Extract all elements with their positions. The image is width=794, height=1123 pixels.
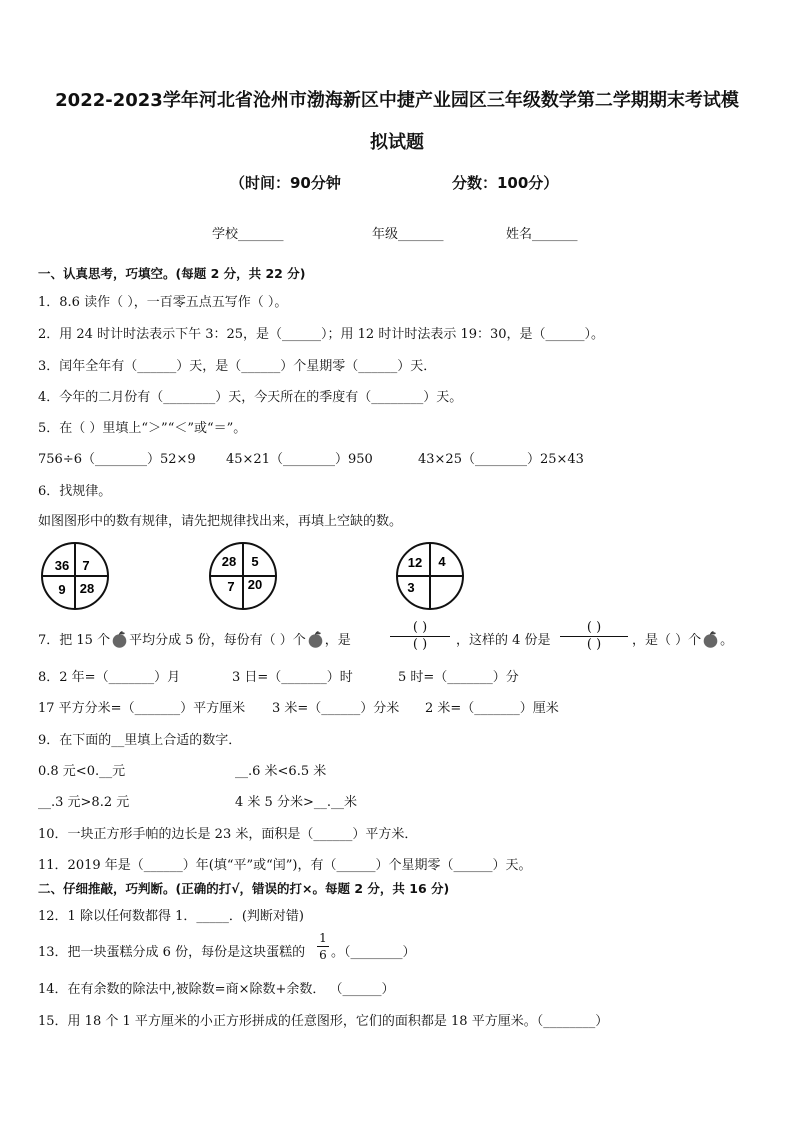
circle-2-tl: 28: [221, 554, 237, 569]
question-3: 3．闰年全年有（______）天，是（______）个星期零（______）天．: [38, 359, 437, 374]
question-5-stem: 5．在（ ）里填上“＞”“＜”或“＝”。: [38, 421, 247, 436]
name-field: 姓名_______: [506, 227, 578, 242]
fraction-1-numerator: ( ): [412, 620, 428, 635]
question-5-c: 43×25（________）25×43: [418, 452, 584, 467]
question-15: 15．用 18 个 1 平方厘米的小正方形拼成的任意图形，它们的面积都是 18 平方厘米。（________）: [38, 1014, 609, 1029]
question-6-stem: 6．找规律。: [38, 484, 112, 499]
question-9-stem: 9．在下面的__里填上合适的数字．: [38, 733, 242, 748]
question-9-d: 4 米 5 分米>__.__米: [235, 795, 357, 810]
question-5-a: 756÷6（________）52×9: [38, 452, 196, 467]
fraction-denominator: 6: [319, 948, 327, 962]
question-7-part-b: 平均分成 5 份，每份有（ ）个: [129, 633, 306, 648]
question-8-c: 5 时=（_______）分: [398, 670, 519, 685]
fraction-one-sixth: [317, 930, 329, 963]
question-7-part-c: ，是: [324, 633, 351, 648]
circle-2-tr: 5: [251, 554, 259, 569]
question-8-b: 3 日=（_______）时: [232, 670, 353, 685]
question-7-tail: [632, 629, 733, 648]
circle-1-tr: 7: [82, 558, 90, 573]
question-8-d: 17 平方分米=（_______）平方厘米: [38, 701, 246, 716]
circle-1: [42, 543, 108, 609]
circle-3-tr: 4: [438, 554, 446, 569]
question-4: 4．今年的二月份有（________）天，今天所在的季度有（________）天。: [38, 390, 463, 405]
circle-3: [397, 543, 463, 609]
apple-icon: [702, 631, 719, 648]
section-2-heading: 二、仔细推敲，巧判断。(正确的打√，错误的打×。每题 2 分，共 16 分): [38, 881, 450, 896]
apple-icon: [307, 631, 324, 648]
question-12: 12．1 除以任何数都得 1．_____．(判断对错): [38, 909, 304, 924]
fraction-2-numerator: ( ): [586, 620, 602, 635]
question-9-a: 0.8 元<0.__元: [38, 764, 126, 779]
question-7-part-f: 。: [720, 633, 734, 648]
question-7: [38, 629, 351, 648]
fraction-1-denominator: ( ): [412, 637, 428, 652]
question-7-part-e: ，是（ ）个: [632, 633, 702, 648]
question-8-a: 8．2 年=（_______）月: [38, 670, 181, 685]
question-5-b: 45×21（________）950: [226, 452, 373, 467]
question-9-c: __.3 元>8.2 元: [38, 795, 130, 810]
circle-2-bl: 7: [227, 579, 235, 594]
exam-score: 分数：100分）: [452, 174, 559, 192]
question-8-e: 3 米=（______）分米: [272, 701, 400, 716]
question-14: 14．在有余数的除法中,被除数=商×除数+余数． （______）: [38, 982, 395, 997]
circle-1-tl: 36: [54, 558, 70, 573]
question-11: 11．2019 年是（______）年(填“平”或“闰”)，有（______）个星期零（______）天。: [38, 858, 532, 873]
question-9-b: __.6 米<6.5 米: [235, 764, 327, 779]
circle-2-br: 20: [247, 577, 263, 592]
question-7-part-a: 7．把 15 个: [38, 633, 111, 648]
question-2: 2．用 24 时计时法表示下午 3：25，是（______）；用 12 时计时法表示 19：30，是（______）。: [38, 327, 605, 342]
question-7-part-d: ，这样的 4 份是: [456, 633, 551, 648]
title-line-2: 拟试题: [370, 132, 424, 153]
circle-3-tl: 12: [407, 555, 423, 570]
fraction-blank-1: [390, 620, 450, 653]
question-1: 1．8.6 读作（ ），一百零五点五写作（ ）。: [38, 295, 288, 310]
circle-2: [210, 543, 276, 609]
question-6-desc: 如图图形中的数有规律，请先把规律找出来，再填上空缺的数。: [38, 514, 403, 529]
grade-field: 年级_______: [372, 227, 444, 242]
section-1-heading: 一、认真思考，巧填空。(每题 2 分，共 22 分): [38, 266, 306, 281]
exam-time: （时间：90分钟: [230, 174, 341, 192]
fraction-numerator: 1: [319, 931, 327, 945]
fraction-blank-2: [560, 620, 628, 653]
circle-1-br: 28: [79, 581, 95, 596]
circle-3-bl: 3: [407, 580, 415, 595]
question-8-f: 2 米=（_______）厘米: [425, 701, 559, 716]
question-10: 10．一块正方形手帕的边长是 23 米，面积是（______）平方米．: [38, 827, 418, 842]
fraction-2-denominator: ( ): [586, 637, 602, 652]
question-13-stem: 13．把一块蛋糕分成 6 份，每份是这块蛋糕的: [38, 945, 306, 960]
question-13-blank: 。（________）: [331, 945, 416, 960]
apple-icon: [111, 631, 128, 648]
circle-1-bl: 9: [58, 582, 66, 597]
school-field: 学校_______: [212, 227, 284, 242]
title-line-1: 2022-2023学年河北省沧州市渤海新区中捷产业园区三年级数学第二学期期末考试模: [55, 90, 739, 111]
